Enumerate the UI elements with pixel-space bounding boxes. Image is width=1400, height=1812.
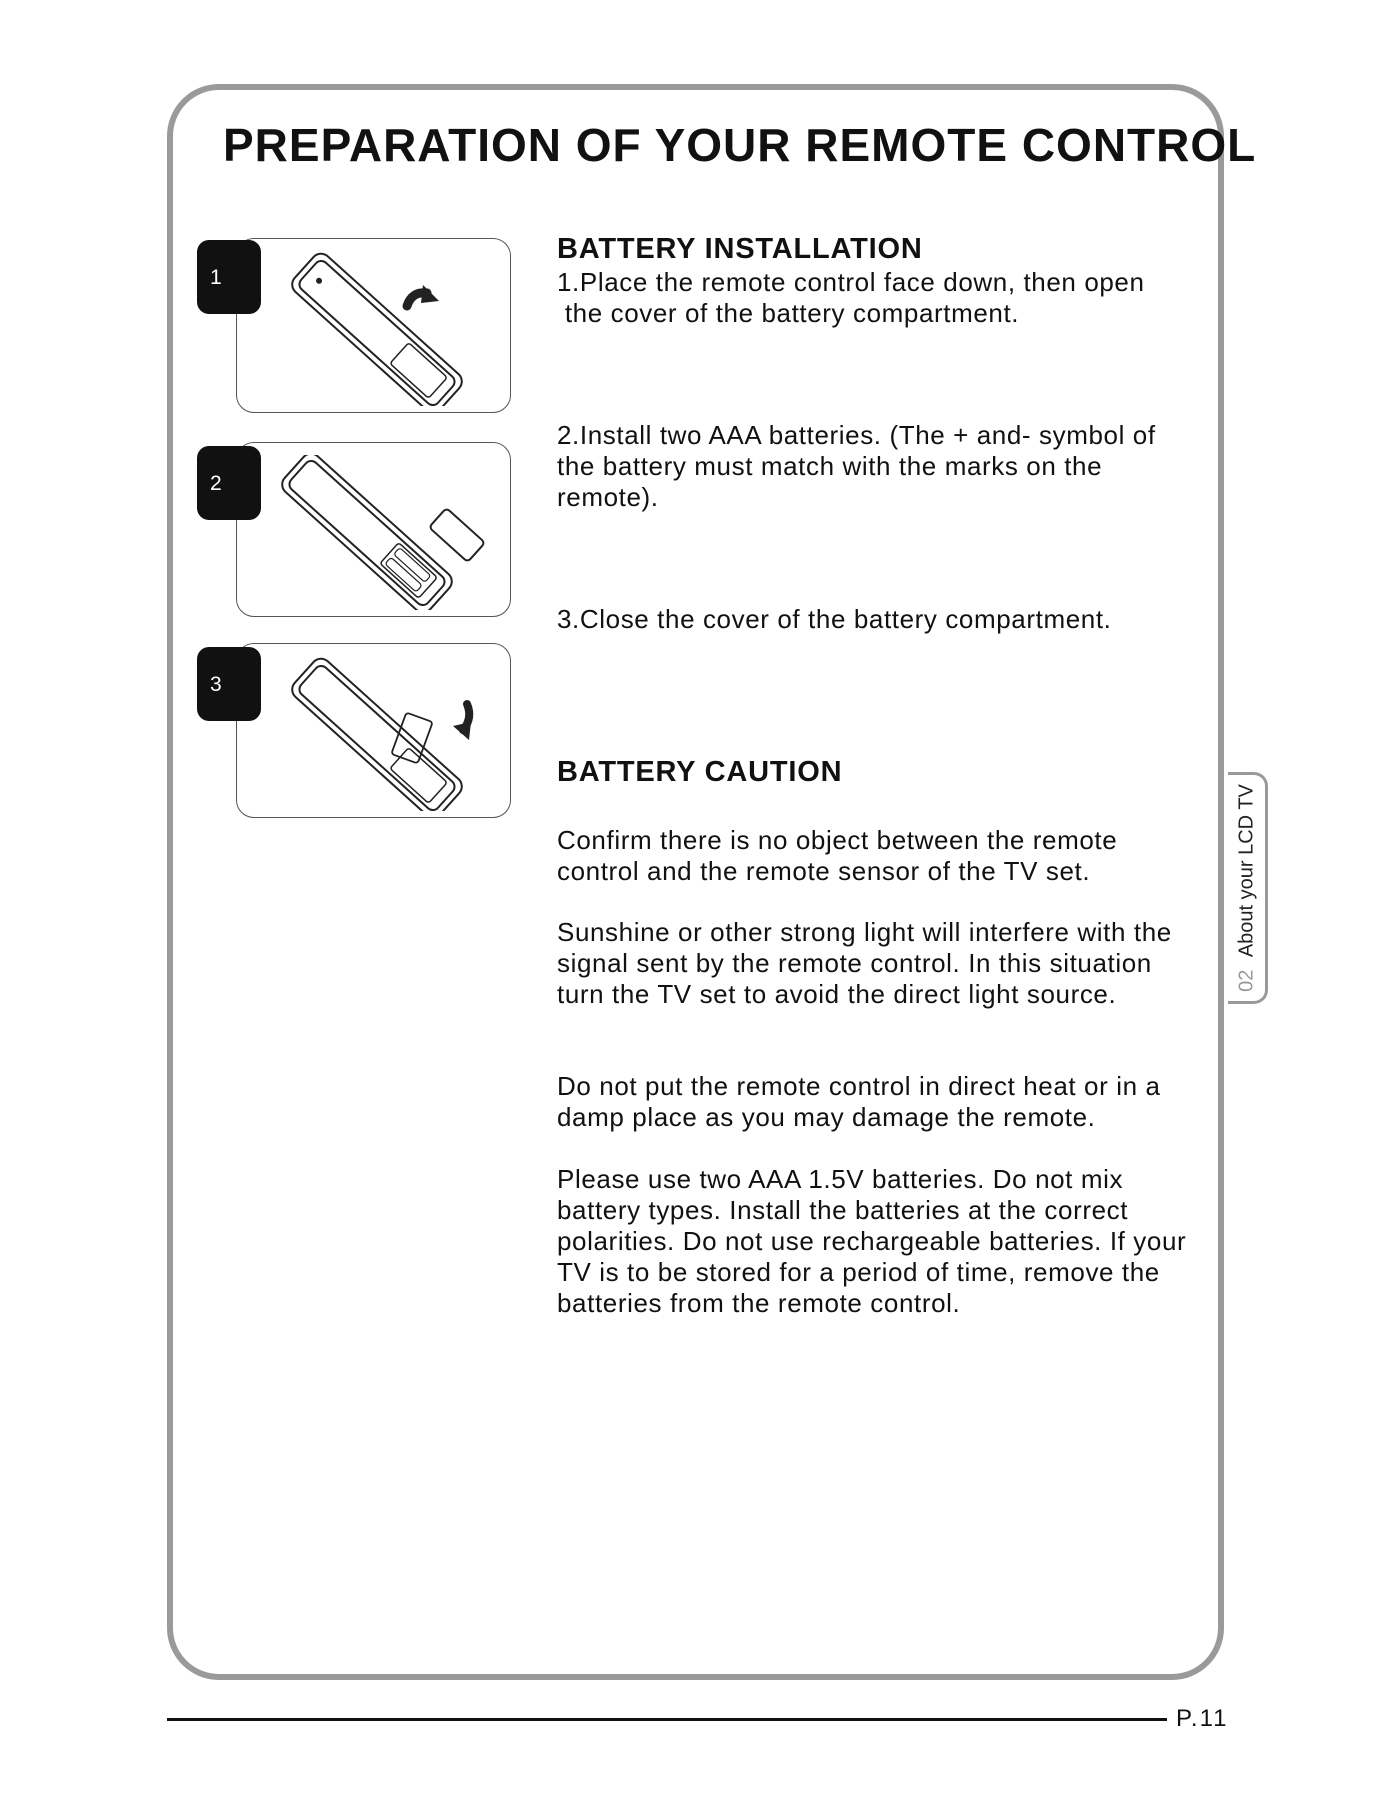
caution-paragraph: Sunshine or other strong light will interfere with the signal sent by the remote control. In this situation turn the TV set to avoid the direct light source. bbox=[557, 917, 1172, 1009]
side-tab-label: About your LCD TV bbox=[1235, 784, 1257, 958]
page-number: P.11 bbox=[1176, 1705, 1229, 1732]
side-tab-number: 02 bbox=[1235, 969, 1257, 992]
step-1-illustration-box bbox=[236, 238, 511, 413]
installation-step-2: 2.Install two AAA batteries. (The + and- symbol of the battery must match with the marks on the remote). bbox=[557, 420, 1156, 512]
caution-paragraph: Confirm there is no object between the remote control and the remote sensor of the TV set. bbox=[557, 825, 1118, 886]
step-number-badge: 2 bbox=[197, 446, 261, 520]
page-title: PREPARATION OF YOUR REMOTE CONTROL bbox=[223, 119, 1257, 171]
caution-paragraph: Do not put the remote control in direct heat or in a damp place as you may damage the remote. bbox=[557, 1071, 1161, 1132]
side-tab-text bbox=[1235, 784, 1258, 992]
installation-step-3: 3.Close the cover of the battery compartment. bbox=[557, 604, 1112, 634]
caution-paragraph: Please use two AAA 1.5V batteries. Do not mix battery types. Install the batteries at the correct polarities. Do not use rechargeable batteries. If your TV is to be stored for a period of time, remove the batteries from the remote control. bbox=[557, 1164, 1187, 1318]
remote-open-cover-icon bbox=[257, 251, 497, 406]
remote-insert-batteries-icon bbox=[257, 455, 497, 610]
battery-caution-heading: BATTERY CAUTION bbox=[557, 756, 843, 788]
remote-close-cover-icon bbox=[257, 656, 497, 811]
installation-step-1-line-2: the cover of the battery compartment. bbox=[557, 298, 1020, 328]
section-side-tab bbox=[1228, 772, 1268, 1004]
footer-rule bbox=[167, 1718, 1167, 1721]
installation-step-1-line-1: 1.Place the remote control face down, then open bbox=[557, 267, 1145, 297]
battery-installation-heading: BATTERY INSTALLATION bbox=[557, 233, 923, 265]
step-3-illustration-box bbox=[236, 643, 511, 818]
step-number-badge: 1 bbox=[197, 240, 261, 314]
step-number-badge: 3 bbox=[197, 647, 261, 721]
step-2-illustration-box bbox=[236, 442, 511, 617]
